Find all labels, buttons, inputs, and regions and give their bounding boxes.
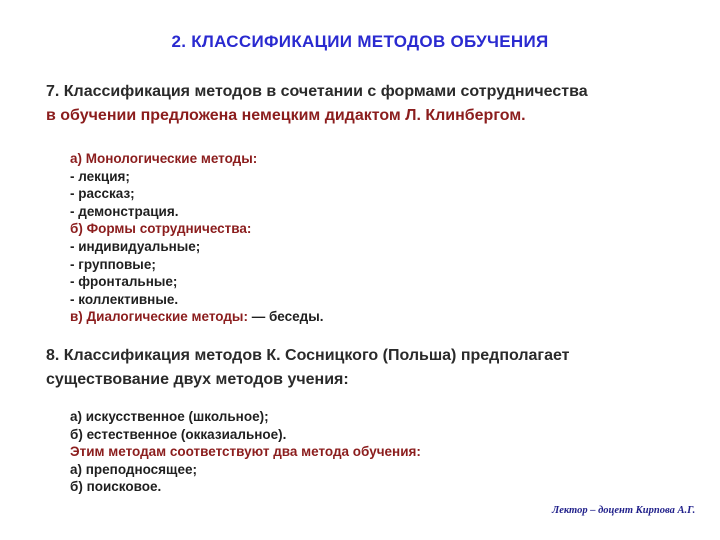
section-7-line-2: в обучении предложена немецким дидактом Л. Клинбергом. [46,107,526,124]
section-7-item [70,256,670,274]
section-7-line-1: 7. Классификация методов в сочетании с формами сотрудничества [46,83,588,100]
section-8-item-text: б) естественное (окказиальное). [70,426,287,442]
section-7-item [70,273,670,291]
section-7-item [70,220,670,238]
section-7-item-text: - групповые; [70,256,156,272]
section-7-item-text: - индивидуальные; [70,238,201,254]
section-8-list [70,408,670,496]
section-8-line-2: существование двух методов учения: [46,371,349,388]
section-8-line-1: 8. Классификация методов К. Сосницкого (Польша) предполагает [46,347,570,364]
section-8-item-text: а) преподносящее; [70,461,197,477]
section-8-item [70,461,670,479]
section-7-item-text: - коллективные. [70,291,179,307]
page-title: 2. КЛАССИФИКАЦИИ МЕТОДОВ ОБУЧЕНИЯ [171,32,549,51]
section-7-item [70,168,670,186]
section-7-item-text: - демонстрация. [70,203,179,219]
section-7-item [70,238,670,256]
lecturer-footer: Лектор – доцент Кирпова А.Г. [552,505,696,516]
section-7-item-text: - рассказ; [70,186,135,202]
section-7-item [70,150,670,168]
section-7-item [70,185,670,203]
section-8-item [70,478,670,496]
section-7-item-text: - фронтальные; [70,274,178,290]
section-7-heading [46,80,696,128]
section-7-item-text: б) Формы сотрудничества: [70,221,252,237]
section-8-item-text: а) искусственное (школьное); [70,409,269,424]
section-7-item-text: - лекция; [70,168,130,184]
section-7-item [70,308,670,326]
section-7-item-text: в) Диалогические методы: [70,309,248,325]
section-8-item-text: Этим методам соответствуют два метода обучения: [70,444,421,460]
section-8-item [70,408,670,426]
section-8-item [70,443,670,461]
section-8-heading [46,344,696,392]
section-7-item-text: а) Монологические методы: [70,151,258,166]
section-7-list [70,150,670,326]
section-7-item-tail: — беседы. [247,309,324,325]
section-8-item-text: б) поисковое. [70,479,162,495]
section-7-item [70,291,670,309]
section-8-item [70,426,670,444]
section-7-item [70,203,670,221]
